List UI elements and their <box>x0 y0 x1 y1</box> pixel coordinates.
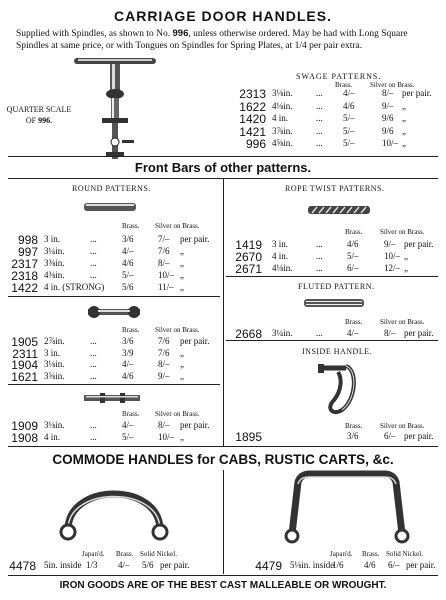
row-silver: 11/– <box>158 282 174 292</box>
row-dots: ... <box>90 336 97 346</box>
row-silver: 7/6 <box>158 336 170 346</box>
row-size: 4⅛in. <box>272 263 293 273</box>
row-code: 1905 <box>11 335 38 349</box>
row-unit: „ <box>404 251 408 261</box>
table-row <box>0 348 446 360</box>
row-dots: ... <box>90 258 97 268</box>
rope-col-brass: Brass. <box>345 228 363 236</box>
fluted-col-brass: Brass. <box>345 318 363 326</box>
column-divider <box>223 178 224 446</box>
row-size: 3¼in. <box>44 246 65 256</box>
row-silver: 10/– <box>158 431 175 442</box>
row-unit: „ <box>180 431 184 442</box>
table-row <box>0 251 446 263</box>
row-silver: 7/6 <box>158 246 170 256</box>
of-label: OF <box>25 116 37 125</box>
row-dots: ... <box>90 347 97 358</box>
row-code: 1421 <box>239 124 266 139</box>
divider <box>8 575 438 576</box>
row-brass: 5/– <box>122 270 134 280</box>
table-row <box>0 560 446 572</box>
row-brass: 4/6 <box>122 258 134 268</box>
row-unit: per pair. <box>180 420 210 430</box>
row-size: 3⅞in. <box>272 125 293 136</box>
row-code: 4478 <box>9 559 36 573</box>
row-code: 1895 <box>235 430 262 444</box>
round-c-col-brass: Brass. <box>122 410 140 418</box>
row-dots: ... <box>316 113 323 123</box>
row-code: 1908 <box>11 430 38 445</box>
row-dots: ... <box>316 251 323 261</box>
row-dots: ... <box>316 239 323 249</box>
table-row <box>0 328 446 340</box>
swage-col-brass: Brass. <box>335 81 353 89</box>
row-dots: ... <box>316 100 323 111</box>
row-brass: 3/6 <box>347 431 359 441</box>
inside-col-brass: Brass. <box>345 422 363 430</box>
row-code: 2317 <box>11 257 38 271</box>
round-b-col-brass: Brass. <box>122 326 140 334</box>
swage-col-silver: Silver on Brass. <box>370 81 415 89</box>
row-silver: 12/– <box>384 263 401 273</box>
intro-part-c: , unless otherwise ordered. May be had with Long Square Spindles at same price, or with Tongues on Spindles for Spring Plates, at 1/4 per pair extra. <box>16 29 408 51</box>
row-silver: 9/– <box>158 370 170 381</box>
row-brass: 4/– <box>118 560 130 570</box>
row-code: 997 <box>17 245 38 259</box>
row-size: 4⅜in. <box>44 270 65 280</box>
divider <box>8 384 220 385</box>
divider <box>8 296 220 297</box>
row-silver: 7/– <box>158 234 170 244</box>
fluted-heading: FLUTED PATTERN. <box>298 282 375 291</box>
commode-col-brass-b: Brass. <box>362 550 380 558</box>
row-brass: 4/– <box>122 420 134 430</box>
row-brass: 3/6 <box>122 336 134 346</box>
row-size: 4⅝in. <box>272 138 293 148</box>
row-size: 3 in. <box>44 234 61 244</box>
commode-col-nickel-a: Solid Nickel. <box>140 550 177 558</box>
row-code: 1622 <box>239 99 266 114</box>
row-silver: 8/– <box>158 359 170 369</box>
row-code: 1422 <box>11 281 38 295</box>
fluted-bar-image <box>304 298 364 308</box>
intro-code: 996 <box>172 28 189 39</box>
row-japan: 1/6 <box>332 560 344 570</box>
row-brass: 5/– <box>343 125 355 136</box>
row-code: 996 <box>245 137 266 151</box>
table-row <box>0 431 446 443</box>
row-unit: „ <box>180 270 184 280</box>
row-unit: „ <box>180 359 184 369</box>
intro-text <box>16 28 436 52</box>
commode-handle-square-image <box>282 470 412 546</box>
row-size: 3⅛in. <box>272 88 293 98</box>
row-size: 3⅝in. <box>44 370 65 381</box>
row-dots: ... <box>316 138 323 148</box>
row-silver: 8/– <box>158 258 170 268</box>
row-size: 4 in. <box>272 113 289 123</box>
row-brass: 5/– <box>122 431 134 442</box>
row-size: 3 in. <box>272 239 289 249</box>
row-code: 2671 <box>235 262 262 276</box>
table-row <box>0 239 446 251</box>
row-dots: ... <box>316 263 323 273</box>
row-code: 1419 <box>235 238 262 252</box>
row-unit: „ <box>180 258 184 268</box>
row-unit: per pair. <box>404 239 434 249</box>
row-silver: 10/– <box>384 251 401 261</box>
row-dots: ... <box>90 420 97 430</box>
inside-heading: INSIDE HANDLE. <box>302 347 373 356</box>
row-brass: 4/– <box>343 88 355 98</box>
row-brass: 4/6 <box>364 560 376 570</box>
row-silver: 9/– <box>382 100 394 111</box>
row-unit: per pair. <box>180 336 210 346</box>
row-unit: „ <box>402 113 406 123</box>
rope-col-silver: Silver on Brass. <box>380 228 425 236</box>
table-row <box>0 371 446 383</box>
row-size: 3⅛in. <box>44 359 65 369</box>
round-b-col-silver: Silver on Brass. <box>155 326 200 334</box>
row-silver: 10/– <box>158 270 175 280</box>
row-unit: per pair. <box>406 560 436 570</box>
row-dots: ... <box>316 328 323 338</box>
rope-twist-image <box>308 204 370 216</box>
row-dots: ... <box>90 270 97 280</box>
row-unit: „ <box>402 125 406 136</box>
round-col-silver: Silver on Brass. <box>155 222 200 230</box>
row-unit: „ <box>180 246 184 256</box>
row-brass: 3/6 <box>122 234 134 244</box>
row-code: 2318 <box>11 269 38 283</box>
row-brass: 4/– <box>122 359 134 369</box>
row-unit: „ <box>180 347 184 358</box>
row-code: 998 <box>17 233 38 247</box>
round-c-col-silver: Silver on Brass. <box>155 410 200 418</box>
row-unit: „ <box>402 138 406 148</box>
row-size: 2⅞in. <box>44 336 65 346</box>
front-bars-title: Front Bars of other patterns. <box>134 160 312 175</box>
row-dots: ... <box>90 246 97 256</box>
row-silver: 9/– <box>384 239 396 249</box>
row-silver: 9/6 <box>382 125 394 136</box>
row-brass: 4/6 <box>347 239 359 249</box>
row-code: 1420 <box>239 112 266 126</box>
row-size: 5in. inside <box>44 560 82 570</box>
row-unit: „ <box>402 100 406 111</box>
row-silver: 8/– <box>384 328 396 338</box>
row-size: 5⅛in. inside <box>290 560 335 570</box>
rope-heading: ROPE TWIST PATTERNS. <box>285 184 385 193</box>
row-code: 2311 <box>12 346 38 361</box>
row-dots: ... <box>316 125 323 136</box>
fluted-col-silver: Silver on Brass. <box>380 318 425 326</box>
table-row <box>0 101 446 113</box>
table-row <box>0 88 446 100</box>
row-brass: 4/6 <box>122 370 134 381</box>
commode-title: COMMODE HANDLES for CABS, RUSTIC CARTS, &c. <box>52 452 394 467</box>
commode-col-japan-b: Japan'd. <box>330 550 353 558</box>
row-brass: 3/9 <box>122 347 134 358</box>
row-size: 3⅜in. <box>44 258 65 268</box>
row-nickel: 6/– <box>388 560 400 570</box>
row-unit: per pair. <box>402 88 432 98</box>
divider <box>226 340 438 341</box>
table-row <box>0 138 446 150</box>
row-code: 2313 <box>239 87 266 101</box>
row-size: 3⅛in. <box>44 420 65 430</box>
row-size: 3 in. <box>44 347 61 358</box>
row-code: 4479 <box>255 559 282 573</box>
inside-handle-image <box>312 360 362 418</box>
table-row <box>0 282 446 294</box>
row-unit: „ <box>404 263 408 273</box>
commode-handle-round-image <box>54 472 174 542</box>
row-brass: 5/– <box>347 251 359 261</box>
row-brass: 5/6 <box>122 282 134 292</box>
row-unit: per pair. <box>160 560 190 570</box>
row-silver: 7/6 <box>158 347 170 358</box>
quarter-scale-label: QUARTER SCALE <box>6 105 72 114</box>
row-dots: ... <box>316 88 323 98</box>
row-code: 1904 <box>11 358 38 372</box>
row-dots: ... <box>90 359 97 369</box>
row-silver: 9/6 <box>382 113 394 123</box>
row-unit: per pair. <box>404 328 434 338</box>
row-brass: 5/– <box>343 113 355 123</box>
divider <box>226 276 438 277</box>
footer-note: IRON GOODS ARE OF THE BEST CAST MALLEABLE OR WROUGHT. <box>59 580 387 591</box>
row-unit: per pair. <box>180 234 210 244</box>
round-bar-swelled-image <box>88 306 140 318</box>
table-row <box>0 263 446 275</box>
commode-col-japan-a: Japan'd. <box>82 550 105 558</box>
row-code: 1621 <box>11 369 38 384</box>
row-brass: 5/– <box>343 138 355 148</box>
row-dots: ... <box>90 431 97 442</box>
divider <box>8 156 438 157</box>
column-divider <box>223 470 224 574</box>
row-size: 3¼in. <box>272 328 293 338</box>
row-japan: 1/3 <box>86 560 98 570</box>
intro-part-a: Supplied with Spindles, as shown to No. <box>16 29 173 39</box>
round-bar-image <box>84 202 136 212</box>
round-bar-collar-image <box>84 392 140 404</box>
row-silver: 10/– <box>382 138 399 148</box>
commode-col-nickel-b: Solid Nickel. <box>386 550 423 558</box>
row-silver: 8/– <box>158 420 170 430</box>
row-silver: 6/– <box>384 431 396 441</box>
row-dots: ... <box>90 234 97 244</box>
row-brass: 6/– <box>347 263 359 273</box>
row-unit: „ <box>180 282 184 292</box>
row-dots: ... <box>90 370 97 381</box>
row-code: 2670 <box>235 250 262 264</box>
table-row <box>0 359 446 371</box>
row-size: 4 in. <box>272 251 289 261</box>
row-brass: 4/– <box>122 246 134 256</box>
row-unit: „ <box>180 370 184 381</box>
swage-heading: SWAGE PATTERNS. <box>296 72 382 81</box>
row-unit: per pair. <box>404 431 434 441</box>
row-code: 1909 <box>11 419 38 433</box>
row-silver: 8/– <box>382 88 394 98</box>
inside-col-silver: Silver on Brass. <box>380 422 425 430</box>
of-code: 996. <box>38 116 53 125</box>
row-size: 4 in. <box>44 431 61 442</box>
row-code: 2668 <box>235 327 262 341</box>
page-title: CARRIAGE DOOR HANDLES. <box>113 8 332 24</box>
row-size: 4⅛in. <box>272 100 293 111</box>
row-size: 4 in. (STRONG) <box>44 282 105 292</box>
row-brass: 4/– <box>347 328 359 338</box>
table-row <box>0 126 446 138</box>
round-col-brass: Brass. <box>122 222 140 230</box>
table-row <box>0 113 446 125</box>
divider <box>8 446 438 447</box>
row-nickel: 5/6 <box>142 560 154 570</box>
row-brass: 4/6 <box>343 100 355 111</box>
commode-col-brass-a: Brass. <box>116 550 134 558</box>
round-heading: ROUND PATTERNS. <box>72 184 151 193</box>
